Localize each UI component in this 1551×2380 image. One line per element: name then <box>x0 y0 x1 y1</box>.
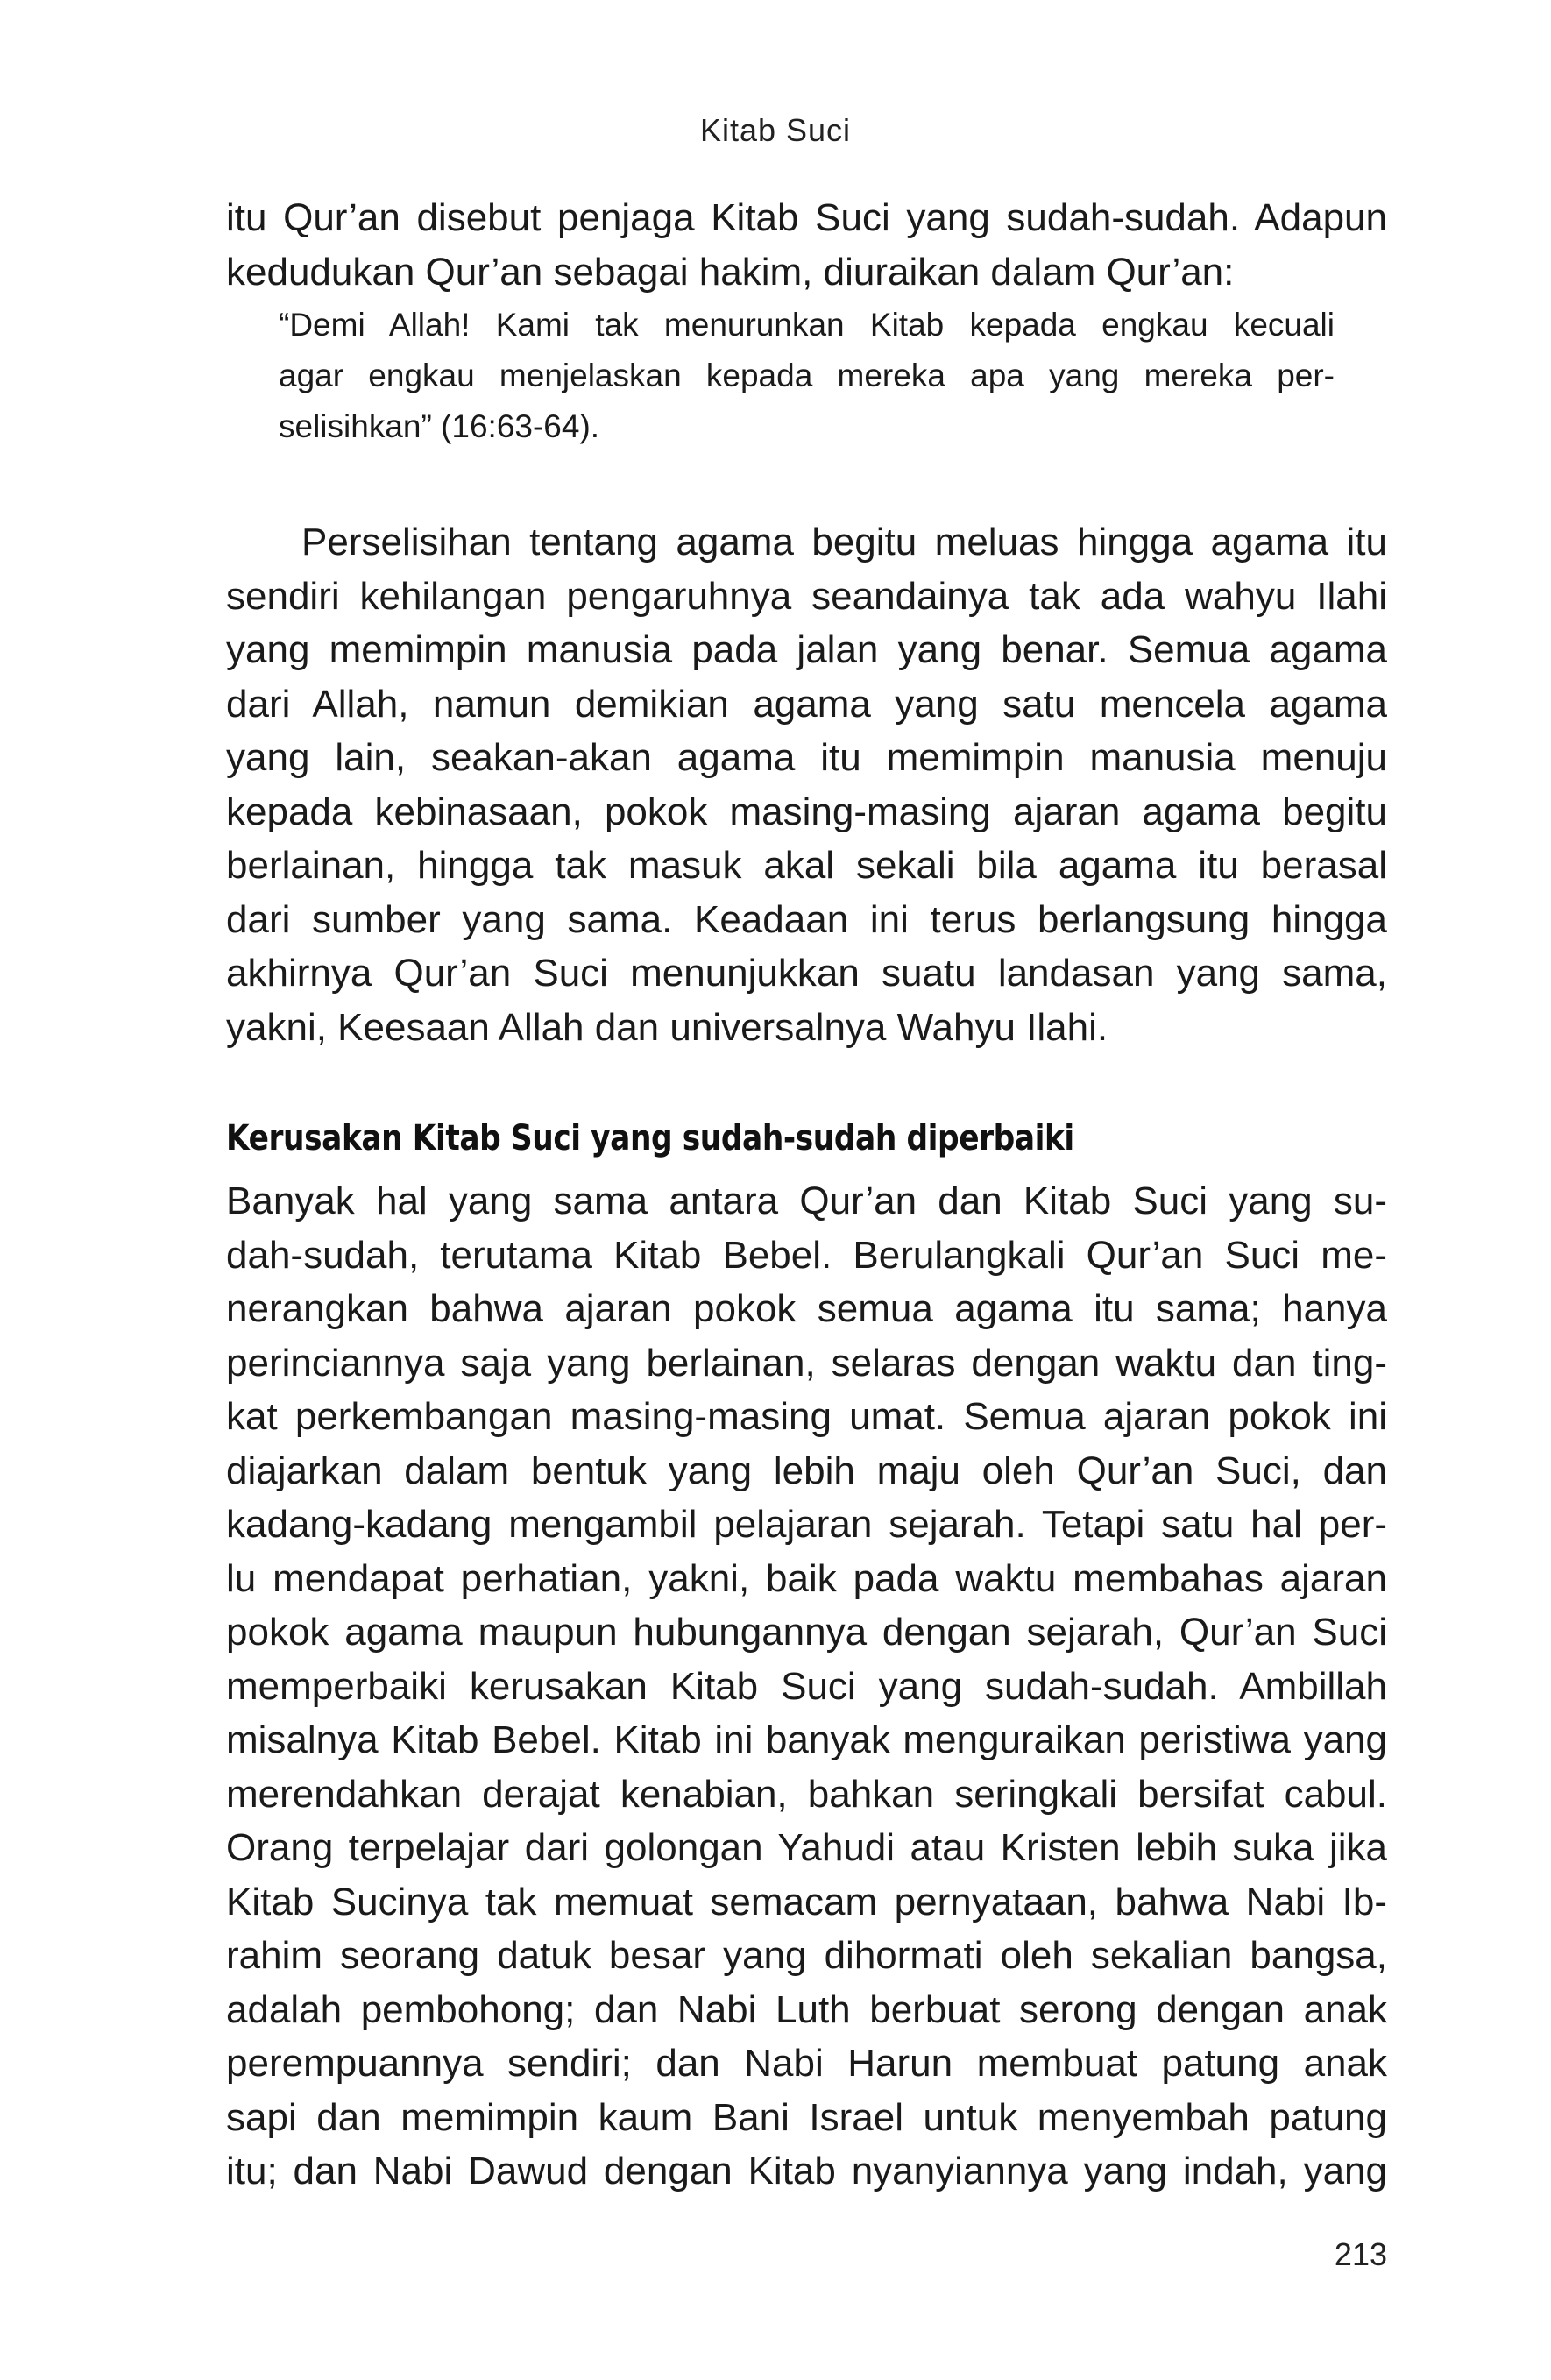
intro-line: kedudukan Qur’an sebagai hakim, diuraikan dalam Qur’an: <box>226 250 1235 294</box>
paragraph-line: itu; dan Nabi Dawud dengan Kitab nyanyiannya yang indah, yang <box>226 2150 1387 2192</box>
page-number: 213 <box>1334 2236 1387 2272</box>
paragraph-line: rahim seorang datuk besar yang dihormati oleh sekalian bangsa, <box>226 1934 1387 1977</box>
paragraph-line: adalah pembohong; dan Nabi Luth berbuat serong dengan anak <box>226 1987 1387 2031</box>
paragraph-line: dah-sudah, terutama Kitab Bebel. Berulangkali Qur’an Suci me- <box>226 1233 1387 1277</box>
paragraph-line: dari sumber yang sama. Keadaan ini terus berlangsung hingga <box>226 897 1387 941</box>
paragraph-line: Kitab Sucinya tak memuat semacam pernyataan, bahwa Nabi Ib- <box>226 1880 1387 1923</box>
intro-line: itu Qur’an disebut penjaga Kitab Suci yang sudah-sudah. Adapun <box>226 196 1387 239</box>
paragraph-line: kadang-kadang mengambil pelajaran sejarah. Tetapi satu hal per- <box>226 1503 1387 1546</box>
paragraph-kerusakan <box>226 1174 1387 2199</box>
paragraph-line: dari Allah, namun demikian agama yang satu mencela agama <box>226 682 1387 726</box>
paragraph-line: perinciannya saja yang berlainan, selaras dengan waktu dan ting- <box>226 1341 1387 1385</box>
paragraph-line: misalnya Kitab Bebel. Kitab ini banyak menguraikan peristiwa yang <box>226 1718 1387 1761</box>
quote-line: agar engkau menjelaskan kepada mereka apa yang mereka per- <box>279 358 1335 393</box>
paragraph-line: perempuannya sendiri; dan Nabi Harun membuat patung anak <box>226 2042 1387 2085</box>
paragraph-line: sapi dan memimpin kaum Bani Israel untuk menyembah patung <box>226 2095 1387 2139</box>
paragraph-line: yakni, Keesaan Allah dan universalnya Wahyu Ilahi. <box>226 1005 1108 1049</box>
paragraph-line: yang memimpin manusia pada jalan yang benar. Semua agama <box>226 628 1387 671</box>
paragraph-line: diajarkan dalam bentuk yang lebih maju oleh Qur’an Suci, dan <box>226 1449 1387 1492</box>
quote-line: selisihkan” (16:63-64). <box>279 408 600 444</box>
paragraph-line: yang lain, seakan-akan agama itu memimpin manusia menuju <box>226 736 1387 779</box>
paragraph-line: sendiri kehilangan pengaruhnya seandainya tak ada wahyu Ilahi <box>226 574 1387 618</box>
paragraph-line: lu mendapat perhatian, yakni, baik pada waktu membahas ajaran <box>226 1556 1387 1600</box>
running-head: Kitab Suci <box>699 112 852 148</box>
intro-paragraph <box>226 191 1387 299</box>
section-heading: Kerusakan Kitab Suci yang sudah-sudah diperbaiki <box>226 1118 1074 1158</box>
paragraph-line: akhirnya Qur’an Suci menunjukkan suatu landasan yang sama, <box>226 952 1387 995</box>
paragraph-line: berlainan, hingga tak masuk akal sekali bila agama itu berasal <box>226 844 1387 887</box>
paragraph-line: Banyak hal yang sama antara Qur’an dan Kitab Suci yang su- <box>226 1179 1387 1222</box>
paragraph-line: Perselisihan tentang agama begitu meluas hingga agama itu <box>301 521 1387 563</box>
quotation-block <box>279 300 1335 452</box>
paragraph-line: memperbaiki kerusakan Kitab Suci yang sudah-sudah. Ambillah <box>226 1664 1387 1708</box>
paragraph-line: merendahkan derajat kenabian, bahkan seringkali bersifat cabul. <box>226 1772 1387 1816</box>
quote-line: “Demi Allah! Kami tak menurunkan Kitab kepada engkau kecuali <box>279 307 1335 343</box>
paragraph-perselisihan <box>226 515 1387 1054</box>
paragraph-line: kat perkembangan masing-masing umat. Semua ajaran pokok ini <box>226 1395 1387 1438</box>
paragraph-line: nerangkan bahwa ajaran pokok semua agama itu sama; hanya <box>226 1287 1387 1330</box>
paragraph-line: Orang terpelajar dari golongan Yahudi atau Kristen lebih suka jika <box>226 1826 1387 1869</box>
paragraph-line: kepada kebinasaan, pokok masing-masing ajaran agama begitu <box>226 790 1387 833</box>
paragraph-line: pokok agama maupun hubungannya dengan sejarah, Qur’an Suci <box>226 1611 1387 1654</box>
